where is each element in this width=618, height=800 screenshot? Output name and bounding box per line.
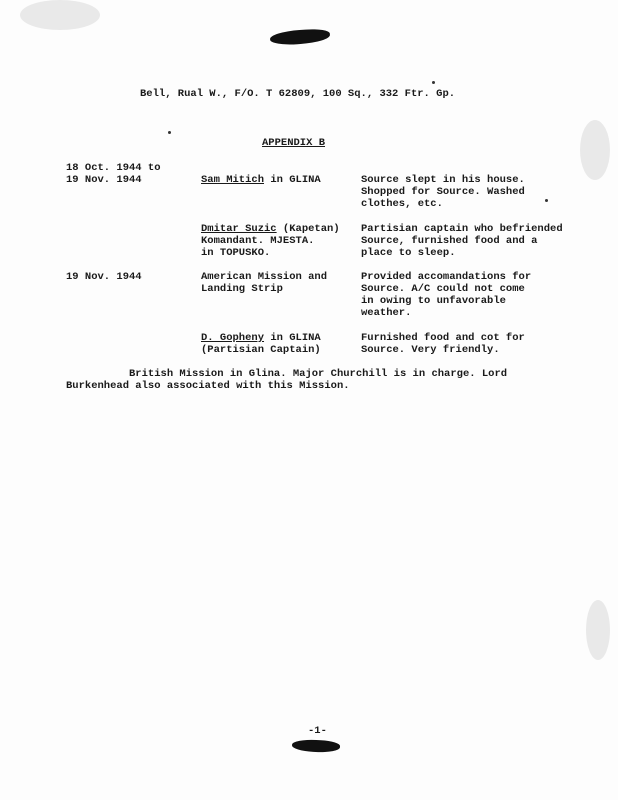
entry-1-person-name: Sam Mitich: [201, 174, 265, 186]
entry-3-note-line-3: in owing to unfavorable: [361, 295, 506, 307]
entry-2-person-line-3: in TOPUSKO.: [201, 247, 271, 259]
redaction-stamp-top: [270, 28, 331, 46]
entry-3-note-line-1: Provided accomandations for: [361, 271, 532, 283]
entry-2-person-line-2: Komandant. MJESTA.: [201, 235, 315, 247]
entry-4-person-line-2: (Partisian Captain): [201, 344, 321, 356]
document-header: Bell, Rual W., F/O. T 62809, 100 Sq., 332 Ftr. Gp.: [140, 88, 456, 100]
scan-speck: [545, 199, 548, 202]
entry-4-person-line-1: D. Gopheny in GLINA: [201, 332, 321, 344]
closing-line-1: British Mission in Glina. Major Churchill is in charge. Lord: [66, 368, 508, 380]
entry-2-note-line-2: Source, furnished food and a: [361, 235, 538, 247]
entry-1-person: Sam Mitich in GLINA: [201, 174, 321, 186]
appendix-title: APPENDIX B: [262, 137, 326, 149]
entry-3-note-line-2: Source. A/C could not come: [361, 283, 525, 295]
entry-1-note-line-2: Shopped for Source. Washed: [361, 186, 525, 198]
entry-2-note-line-1: Partisian captain who befriended: [361, 223, 563, 235]
entry-2-person-name: Dmitar Suzic: [201, 223, 277, 235]
entry-1-date-line-1: 18 Oct. 1944 to: [66, 162, 161, 174]
scan-smudge: [580, 120, 610, 180]
entry-3-note-line-4: weather.: [361, 307, 412, 319]
redaction-stamp-bottom: [292, 739, 341, 753]
entry-4-person-name: D. Gopheny: [201, 332, 265, 344]
entry-1-note-line-3: clothes, etc.: [361, 198, 443, 210]
closing-line-2: Burkenhead also associated with this Mission.: [66, 380, 350, 392]
scan-smudge: [586, 600, 610, 660]
scan-speck: [168, 131, 171, 134]
entry-3-person-line-1: American Mission and: [201, 271, 328, 283]
entry-4-note-line-1: Furnished food and cot for: [361, 332, 525, 344]
entry-1-date-line-2: 19 Nov. 1944: [66, 174, 142, 186]
scan-speck: [432, 81, 435, 84]
page-number: -1-: [308, 725, 327, 737]
entry-1-note-line-1: Source slept in his house.: [361, 174, 525, 186]
entry-2-note-line-3: place to sleep.: [361, 247, 456, 259]
entry-2-person-line-1: Dmitar Suzic (Kapetan): [201, 223, 340, 235]
entry-3-person-line-2: Landing Strip: [201, 283, 283, 295]
entry-3-date: 19 Nov. 1944: [66, 271, 142, 283]
entry-4-note-line-2: Source. Very friendly.: [361, 344, 500, 356]
scan-smudge: [20, 0, 100, 30]
